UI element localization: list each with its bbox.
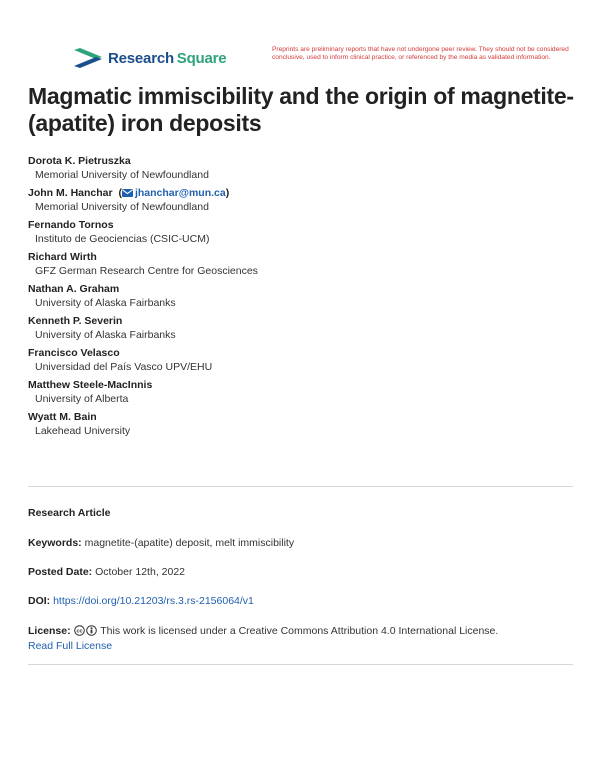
author-entry [28,218,578,246]
svg-text:cc: cc [75,628,83,635]
email-wrapper: ( jhanchar@mun.ca) [115,187,230,199]
author-name-with-email [28,186,578,200]
posted-date-value: October 12th, 2022 [95,566,186,578]
author-email-link[interactable]: jhanchar@mun.ca [134,187,226,199]
author-entry [28,186,578,214]
author-name: Dorota K. Pietruszka [28,155,131,167]
article-type [28,506,578,521]
logo-primary-text: Research [108,49,174,67]
keywords-value: magnetite-(apatite) deposit, melt immiscibility [84,537,295,549]
doi-link[interactable]: https://doi.org/10.21203/rs.3.rs-2156064/v1 [53,595,254,607]
research-square-logo-icon [74,48,102,68]
page-header [74,46,574,72]
author-list [28,154,578,442]
attribution-icon [86,625,97,636]
license-row [28,624,578,654]
author-entry [28,250,578,278]
creative-commons-icon [74,625,85,636]
preprint-disclaimer: Preprints are preliminary reports that have not undergone peer review. They should not be considered conclusive, used to inform clinical practice, or referenced by the media as validated information. [272,46,569,61]
author-entry [28,154,578,182]
author-name: Richard Wirth [28,251,97,263]
doi-label: DOI: [28,595,51,607]
author-affiliation: University of Alberta [35,393,129,405]
divider-bottom [28,664,573,665]
doi-row [28,594,578,609]
author-affiliation: University of Alaska Fairbanks [35,329,176,341]
author-name: Kenneth P. Severin [28,315,123,327]
logo-accent-text: Square [176,49,227,67]
author-affiliation: Lakehead University [35,425,131,437]
article-type-label: Research Article [28,507,111,519]
license-label: License: [28,625,71,637]
author-entry [28,346,578,374]
author-entry [28,410,578,438]
author-affiliation: Memorial University of Newfoundland [35,201,209,213]
author-name-text: John M. Hanchar [28,187,113,199]
posted-date-label: Posted Date: [28,566,93,578]
posted-date-row [28,565,578,580]
author-affiliation: Instituto de Geociencias (CSIC-UCM) [35,233,210,245]
keywords-row [28,536,578,551]
author-name: Francisco Velasco [28,347,120,359]
author-affiliation: Universidad del País Vasco UPV/EHU [35,361,213,373]
envelope-icon [122,189,133,197]
author-entry [28,314,578,342]
author-entry [28,282,578,310]
author-affiliation: University of Alaska Fairbanks [35,297,176,309]
author-name: Wyatt M. Bain [28,411,97,423]
author-affiliation: GFZ German Research Centre for Geosciences [35,265,258,277]
research-square-logo[interactable] [74,48,226,68]
author-name: Nathan A. Graham [28,283,120,295]
author-name: Fernando Tornos [28,219,114,231]
license-text: This work is licensed under a Creative Commons Attribution 4.0 International License. [100,625,499,637]
divider-top [28,486,573,487]
read-full-license-link[interactable]: Read Full License [28,640,113,652]
keywords-label: Keywords: [28,537,82,549]
author-name: Matthew Steele-MacInnis [28,379,153,391]
logo-wordmark [108,50,226,67]
author-entry [28,378,578,406]
author-affiliation: Memorial University of Newfoundland [35,169,209,181]
paper-title: Magmatic immiscibility and the origin of magnetite-(apatite) iron deposits [28,83,574,136]
